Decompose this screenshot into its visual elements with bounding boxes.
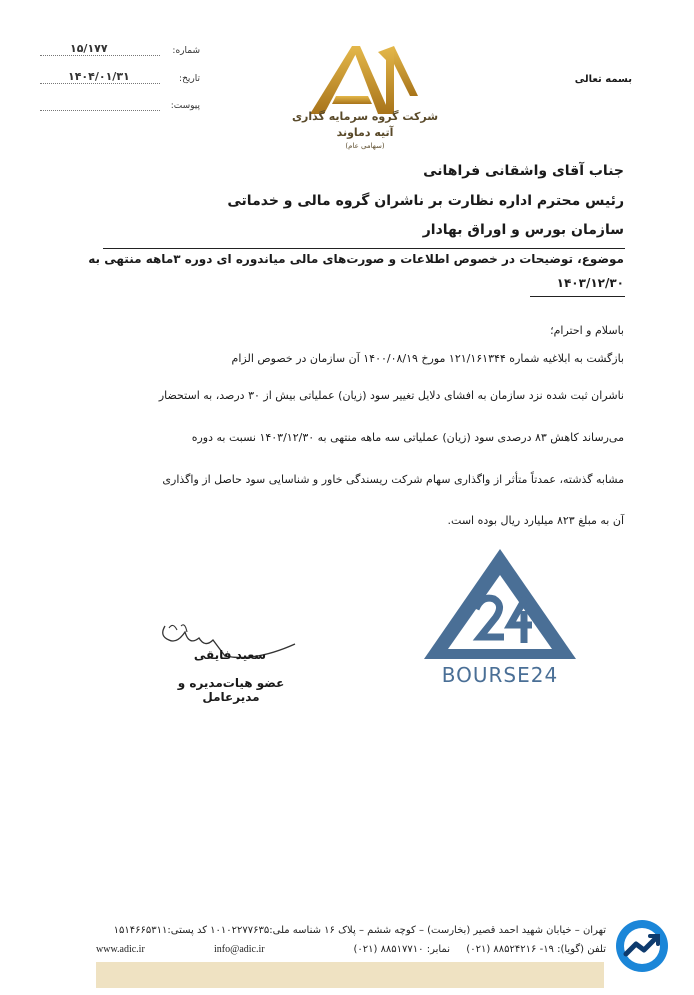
footer-fax: نمابر: ۸۸۵۱۷۷۱۰ (۰۲۱) <box>353 944 450 955</box>
company-logo <box>290 38 440 158</box>
footer-email: info@adic.ir <box>214 944 265 955</box>
body-line: می‌رساند کاهش ۸۳ درصدی سود (زیان) عملیاتی سه ماهه منتهی به ۱۴۰۳/۱۲/۳۰ نسبت به دوره <box>191 431 624 444</box>
subject-rule-bottom <box>530 296 625 297</box>
footer-phone: تلفن (گویا): ۱۹- ۸۸۵۲۴۲۱۶ (۰۲۱) <box>466 944 606 955</box>
company-name-line1: شرکت گروه سرمایه گذاری <box>291 110 439 123</box>
recipient-line3: سازمان بورس و اوراق بهادار <box>422 222 624 238</box>
subject-rule-top <box>103 248 625 249</box>
body-line: ناشران ثبت شده نزد سازمان به افشای دلایل تغییر سود (زیان) عملیاتی بیش از ۳۰ درصد، به استحضار <box>158 389 624 402</box>
subject-line2: ۱۴۰۳/۱۲/۳۰ <box>556 276 624 290</box>
bourse24-logo-icon <box>420 545 580 665</box>
footer-logo <box>614 918 670 974</box>
letter-date-label: تاریخ: <box>179 74 200 84</box>
signatory-name: سعید فایقی <box>193 648 267 662</box>
footer-bar <box>96 962 604 988</box>
letter-attachment-label: پیوست: <box>170 101 200 111</box>
company-logo-icon <box>290 38 440 120</box>
letter-number-label: شماره: <box>172 46 200 56</box>
letter-date-field <box>40 70 200 86</box>
company-name-line2: آتیه دماوند <box>336 126 394 139</box>
recipient-line1: جناب آقای واشقانی فراهانی <box>423 163 624 179</box>
letter-number-value: ۱۵/۱۷۷ <box>70 42 108 55</box>
recipient-line2: رئیس محترم اداره نظارت بر ناشران گروه مالی و خدماتی <box>227 193 624 209</box>
body-line: آن به مبلغ ۸۲۳ میلیارد ریال بوده است. <box>447 514 624 527</box>
signatory-title: عضو هیات‌مدیره و مدیرعامل <box>177 676 285 704</box>
company-type: (سهامی عام) <box>345 142 385 150</box>
chart-trend-icon <box>614 918 670 974</box>
bourse24-text: BOURSE24 <box>441 663 559 687</box>
footer-address: تهران – خیابان شهید احمد قصیر (بخارست) – کوچه ششم – پلاک ۱۶ شناسه ملی:۱۰۱۰۲۲۷۷۶۳۵ کد پستی:۱۵۱۴۶۶۵۳۱۱ <box>113 925 606 936</box>
letter-number-field <box>40 42 200 58</box>
letter-attachment-field <box>40 97 200 113</box>
footer-website: www.adic.ir <box>96 944 145 955</box>
greeting-text: باسلام و احترام؛ <box>550 324 624 337</box>
dotted-line <box>40 83 160 84</box>
body-line: بازگشت به ابلاغیه شماره ۱۲۱/۱۶۱۳۴۴ مورخ ۱۴۰۰/۰۸/۱۹ آن سازمان در خصوص الزام <box>231 352 624 365</box>
dotted-line <box>40 55 160 56</box>
dotted-line <box>40 110 160 111</box>
bismillah-text: بسمه تعالی <box>574 74 632 85</box>
subject-line1: موضوع، توضیحات در خصوص اطلاعات و صورت‌های مالی میاندوره ای دوره ۳ماهه منتهی به <box>88 252 624 266</box>
letter-date-value: ۱۴۰۴/۰۱/۳۱ <box>68 70 130 83</box>
bourse24-watermark <box>420 545 580 690</box>
body-line: مشابه گذشته، عمدتاً متأثر از واگذاری سهام شرکت ریسندگی خاور و شناسایی سود حاصل از واگذاری <box>162 473 624 486</box>
